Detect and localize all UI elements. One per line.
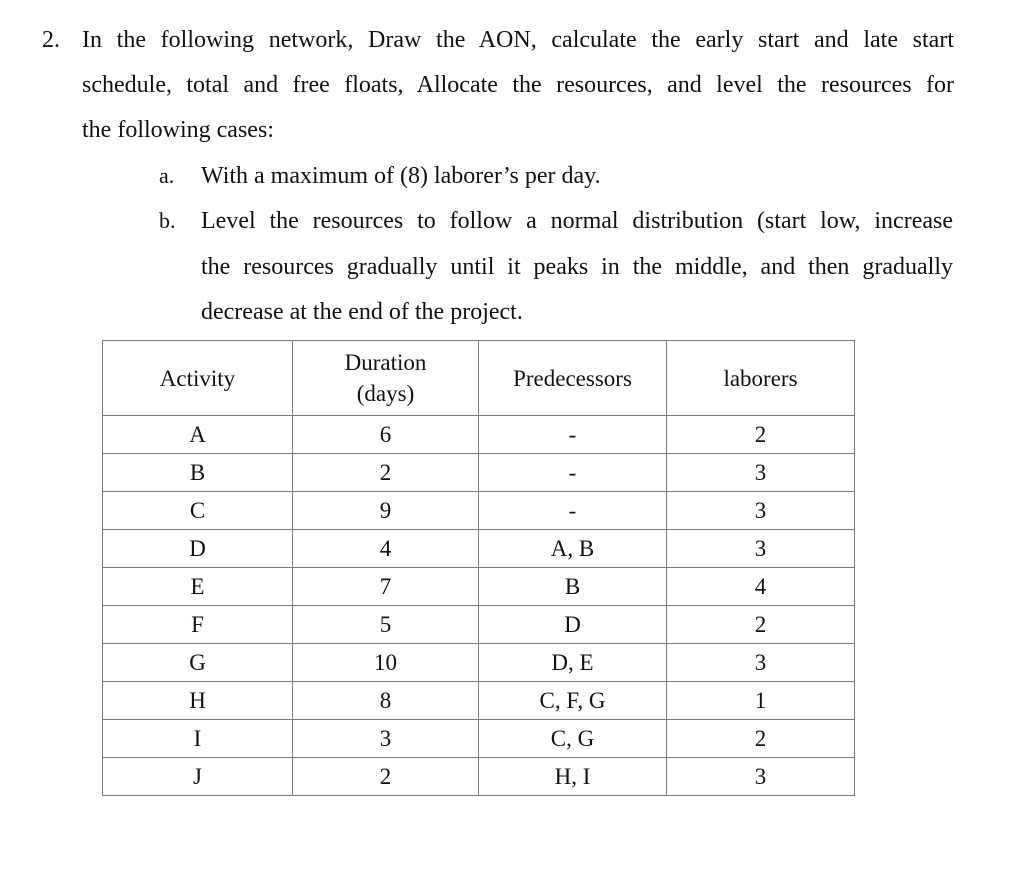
activity-cell: G (103, 644, 293, 682)
duration-cell: 9 (293, 492, 479, 530)
question-text-line: the following cases: (82, 117, 274, 143)
case-b-text-line: Level the resources to follow a normal distribution (start low, increase (201, 208, 953, 234)
activity-cell: I (103, 720, 293, 758)
laborers-cell: 3 (667, 454, 855, 492)
activity-table-wrapper (102, 340, 854, 793)
predecessors-cell: D, E (479, 644, 667, 682)
predecessors-cell: H, I (479, 758, 667, 796)
table-row (103, 568, 855, 606)
duration-cell: 5 (293, 606, 479, 644)
case-b-marker: b. (159, 208, 176, 233)
predecessors-cell: C, G (479, 720, 667, 758)
table-row (103, 454, 855, 492)
table-row (103, 682, 855, 720)
laborers-cell: 2 (667, 720, 855, 758)
table-header-row (103, 341, 855, 416)
activity-cell: A (103, 416, 293, 454)
table-row (103, 758, 855, 796)
laborers-cell: 4 (667, 568, 855, 606)
question-text-line: In the following network, Draw the AON, calculate the early start and late start (82, 27, 954, 53)
header-predecessors: Predecessors (479, 341, 667, 416)
laborers-cell: 3 (667, 644, 855, 682)
duration-cell: 2 (293, 454, 479, 492)
predecessors-cell: A, B (479, 530, 667, 568)
predecessors-cell: B (479, 568, 667, 606)
laborers-cell: 3 (667, 758, 855, 796)
laborers-cell: 3 (667, 492, 855, 530)
question-number: 2. (42, 27, 60, 53)
table-row (103, 492, 855, 530)
predecessors-cell: - (479, 454, 667, 492)
case-a-marker: a. (159, 163, 175, 188)
duration-cell: 6 (293, 416, 479, 454)
header-duration: Duration (days) (293, 341, 479, 416)
activity-table (102, 340, 855, 796)
predecessors-cell: D (479, 606, 667, 644)
activity-cell: D (103, 530, 293, 568)
table-row (103, 530, 855, 568)
laborers-cell: 3 (667, 530, 855, 568)
table-row (103, 606, 855, 644)
activity-cell: J (103, 758, 293, 796)
duration-cell: 10 (293, 644, 479, 682)
header-activity: Activity (103, 341, 293, 416)
predecessors-cell: - (479, 492, 667, 530)
activity-cell: F (103, 606, 293, 644)
duration-cell: 2 (293, 758, 479, 796)
table-row (103, 416, 855, 454)
predecessors-cell: C, F, G (479, 682, 667, 720)
case-b-text-line: the resources gradually until it peaks in the middle, and then gradually (201, 254, 953, 280)
case-b-text-line: decrease at the end of the project. (201, 299, 523, 325)
duration-cell: 7 (293, 568, 479, 606)
laborers-cell: 2 (667, 416, 855, 454)
activity-cell: H (103, 682, 293, 720)
question-text-line: schedule, total and free floats, Allocate the resources, and level the resources for (82, 72, 954, 98)
duration-cell: 4 (293, 530, 479, 568)
predecessors-cell: - (479, 416, 667, 454)
case-a-text: With a maximum of (8) laborer’s per day. (201, 163, 601, 189)
duration-cell: 3 (293, 720, 479, 758)
duration-cell: 8 (293, 682, 479, 720)
laborers-cell: 2 (667, 606, 855, 644)
header-laborers: laborers (667, 341, 855, 416)
activity-cell: E (103, 568, 293, 606)
table-row (103, 720, 855, 758)
laborers-cell: 1 (667, 682, 855, 720)
activity-cell: C (103, 492, 293, 530)
table-row (103, 644, 855, 682)
activity-cell: B (103, 454, 293, 492)
